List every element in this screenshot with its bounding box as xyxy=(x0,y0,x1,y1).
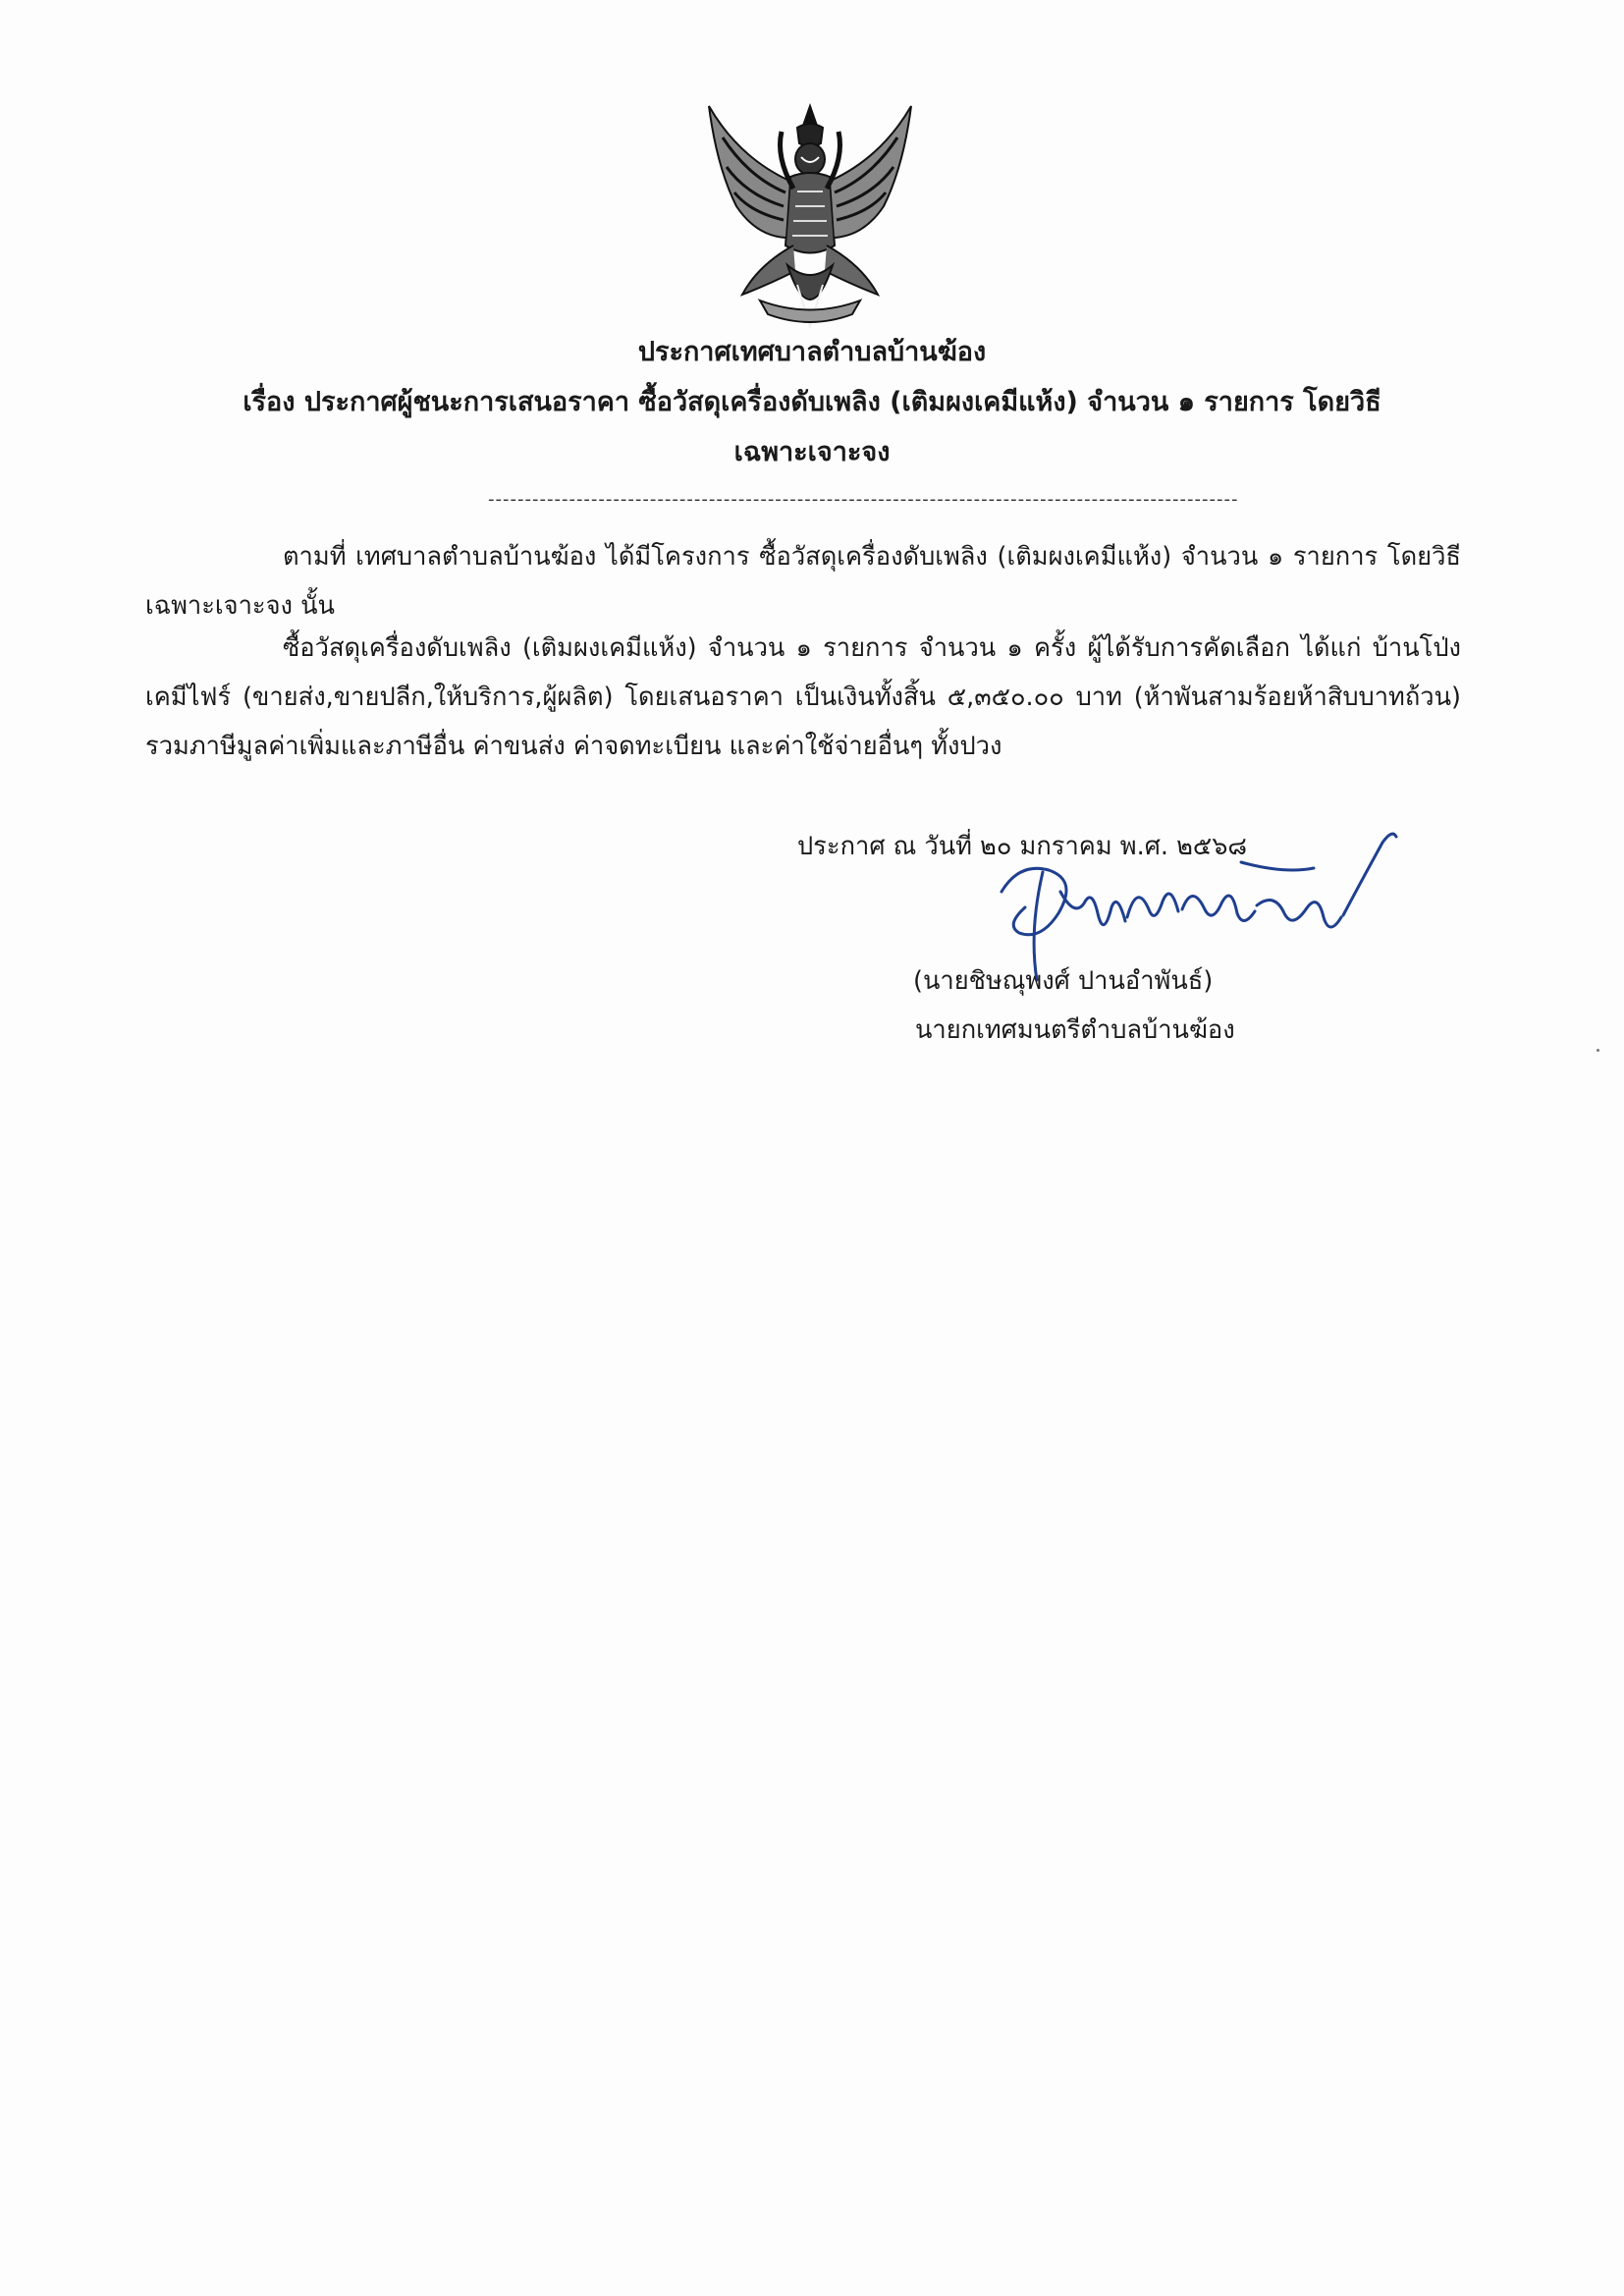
dashed-divider: ------------------------------------------------------------------------------------------------------ xyxy=(488,489,1239,510)
garuda-emblem-icon xyxy=(699,98,921,334)
announcement-date: ประกาศ ณ วันที่ ๒๐ มกราคม พ.ศ. ๒๕๖๘ xyxy=(797,832,1248,861)
announcement-subject-continued: เฉพาะเจาะจง xyxy=(733,437,891,467)
signer-name: (นายชิษณุพงศ์ ปานอำพันธ์) xyxy=(913,966,1214,996)
body-paragraph-2: ซื้อวัสดุเครื่องดับเพลิง (เติมผงเคมีแห้ง) จำนวน ๑ รายการ จำนวน ๑ ครั้ง ผู้ได้รับการคัดเลือก ได้แก่ บ้านโป่งเคมีไฟร์ (ขายส่ง,ขายปลีก,ให้บริการ,ผู้ผลิต) โดยเสนอราคา เป็นเงินทั้งสิ้น ๕,๓๕๐.๐๐ บาท (ห้าพันสามร้อยห้าสิบบาทถ้วน) รวมภาษีมูลค่าเพิ่มและภาษีอื่น ค่าขนส่ง ค่าจดทะเบียน และค่าใช้จ่ายอื่นๆ ทั้งปวง xyxy=(145,633,1461,761)
announcement-subject: เรื่อง ประกาศผู้ชนะการเสนอราคา ซื้อวัสดุเครื่องดับเพลิง (เติมผงเคมีแห้ง) จำนวน ๑ รายการ โดยวิธี xyxy=(243,387,1381,417)
scan-speck xyxy=(1597,1049,1599,1052)
announcement-title: ประกาศเทศบาลตำบลบ้านฆ้อง xyxy=(637,337,987,367)
signer-position: นายกเทศมนตรีตำบลบ้านฆ้อง xyxy=(915,1015,1235,1045)
body-paragraph-1: ตามที่ เทศบาลตำบลบ้านฆ้อง ได้มีโครงการ ซื้อวัสดุเครื่องดับเพลิง (เติมผงเคมีแห้ง) จำนวน ๑ รายการ โดยวิธีเฉพาะเจาะจง นั้น xyxy=(145,542,1461,621)
